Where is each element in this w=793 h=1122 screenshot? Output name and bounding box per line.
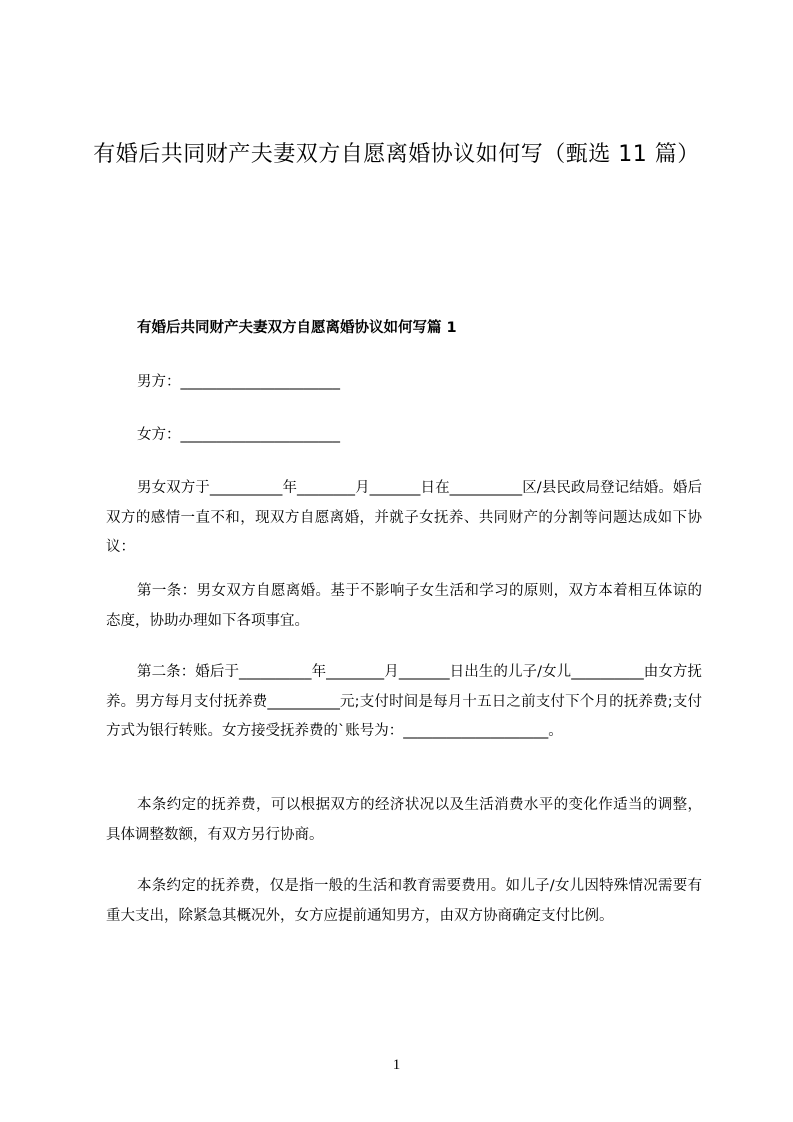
- paragraph-article-1: 第一条：男女双方自愿离婚。基于不影响子女生活和学习的原则，双方本着相互体谅的态度，协助办理如下各项事宜。: [106, 583, 702, 629]
- paragraph-alimony-scope: 本条约定的抚养费，仅是指一般的生活和教育需要费用。如儿子/女儿因特殊情况需要有重大支出，除紧急其概况外，女方应提前通知男方，由双方协商确定支付比例。: [106, 878, 702, 924]
- paragraph-alimony-adjustment: 本条约定的抚养费，可以根据双方的经济状况以及生活消费水平的变化作适当的调整，具体调整数额，有双方另行协商。: [106, 797, 702, 843]
- paragraph-marriage-registration: 男女双方于__________年________月_______日在__________区/县民政局登记结婚。婚后双方的感情一直不和，现双方自愿离婚，并就子女抚养、共同财产的分割等问题达成如下协议：: [106, 480, 702, 555]
- page-number: 1: [392, 1057, 401, 1073]
- document-title: 有婚后共同财产夫妻双方自愿离婚协议如何写（甄选 11 篇）: [93, 142, 700, 167]
- female-party-line: 女方：______________________: [137, 427, 340, 443]
- paragraph-article-2: 第二条：婚后于__________年________月_______日出生的儿子/女儿__________由女方抚养。男方每月支付抚养费__________元;支付时间是每月十五日之前支付下个月的抚养费;支付方式为银行转账。女方接受抚养费的`账号为：____________________。: [106, 664, 702, 739]
- section-heading: 有婚后共同财产夫妻双方自愿离婚协议如何写篇 1: [137, 320, 457, 336]
- male-party-line: 男方：______________________: [137, 374, 340, 390]
